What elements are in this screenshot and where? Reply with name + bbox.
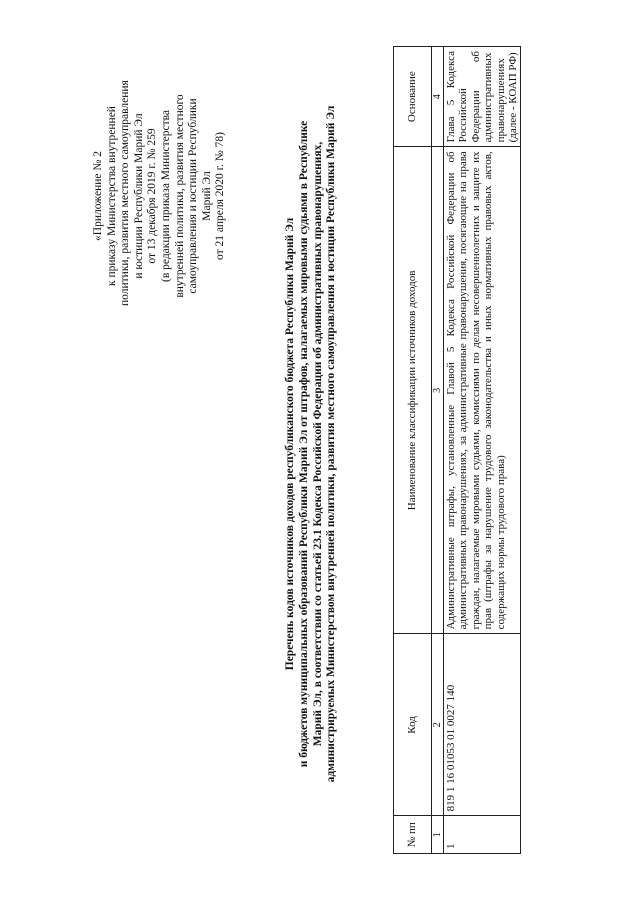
appendix-line: самоуправления и юстиции Республики [187,98,200,294]
appendix-line: политики, развития местного самоуправления [119,80,132,306]
column-number: 4 [432,47,444,147]
column-number: 3 [432,147,444,634]
header-number: № пп [394,816,432,854]
header-code: Код [394,634,432,816]
column-number: 1 [432,816,444,854]
appendix-line: Марий Эл [200,171,213,221]
appendix-line: «Приложение № 2 [92,151,104,241]
appendix-line: (в редакции приказа Министерства [159,110,172,283]
row-number: 1 [444,816,521,854]
row-code: 819 1 16 01053 01 0027 140 [444,634,521,816]
row-name: Административные штрафы, установленные Главой 5 Кодекса Российской Федерации об административных правонарушениях, за административные правонарушения, посягающие на права граждан, налагаемые мировыми судьями, комиссиями по делам несовершеннолетних и защите их прав (штрафы за нарушение трудового законодательства и иных нормативных правовых актов, содержащих нормы трудового права) [444,147,521,634]
title-line: Перечень кодов источников доходов республиканского бюджета Республики Марий Эл [284,217,296,671]
document-title [284,14,339,874]
appendix-line: от 13 декабря 2019 г. № 259 [146,128,159,264]
income-sources-table [393,46,521,854]
header-name: Наименование классификации источников доходов [394,147,432,634]
appendix-line: и юстиции Республики Марий Эл [132,113,145,279]
title-line: администрируемых Министерством внутренней политики, развития местного самоуправления и юстиции Республики Марий Эл [325,105,338,783]
title-line: и бюджетов муниципальных образований Республики Марий Эл от штрафов, налагаемых мировыми судьями в Республике [297,120,310,768]
appendix-line: к приказу Министерства внутренней [105,106,118,286]
row-basis: Глава 5 Кодекса Российской Федерации об административных правонарушениях (далее - КОАП РФ) [444,47,521,147]
header-basis: Основание [394,47,432,147]
appendix-line: внутренней политики, развития местного [173,94,186,298]
table-header-row [394,47,432,854]
appendix-line: от 21 апреля 2020 г. № 78) [214,132,227,260]
appendix-note [92,80,228,306]
column-number: 2 [432,634,444,816]
column-number-row [432,47,444,854]
title-line: Марий Эл, в соответствии со статьей 23.1 Кодекса Российской Федерации об административных правонарушениях, [311,141,324,747]
table-row [444,47,521,854]
